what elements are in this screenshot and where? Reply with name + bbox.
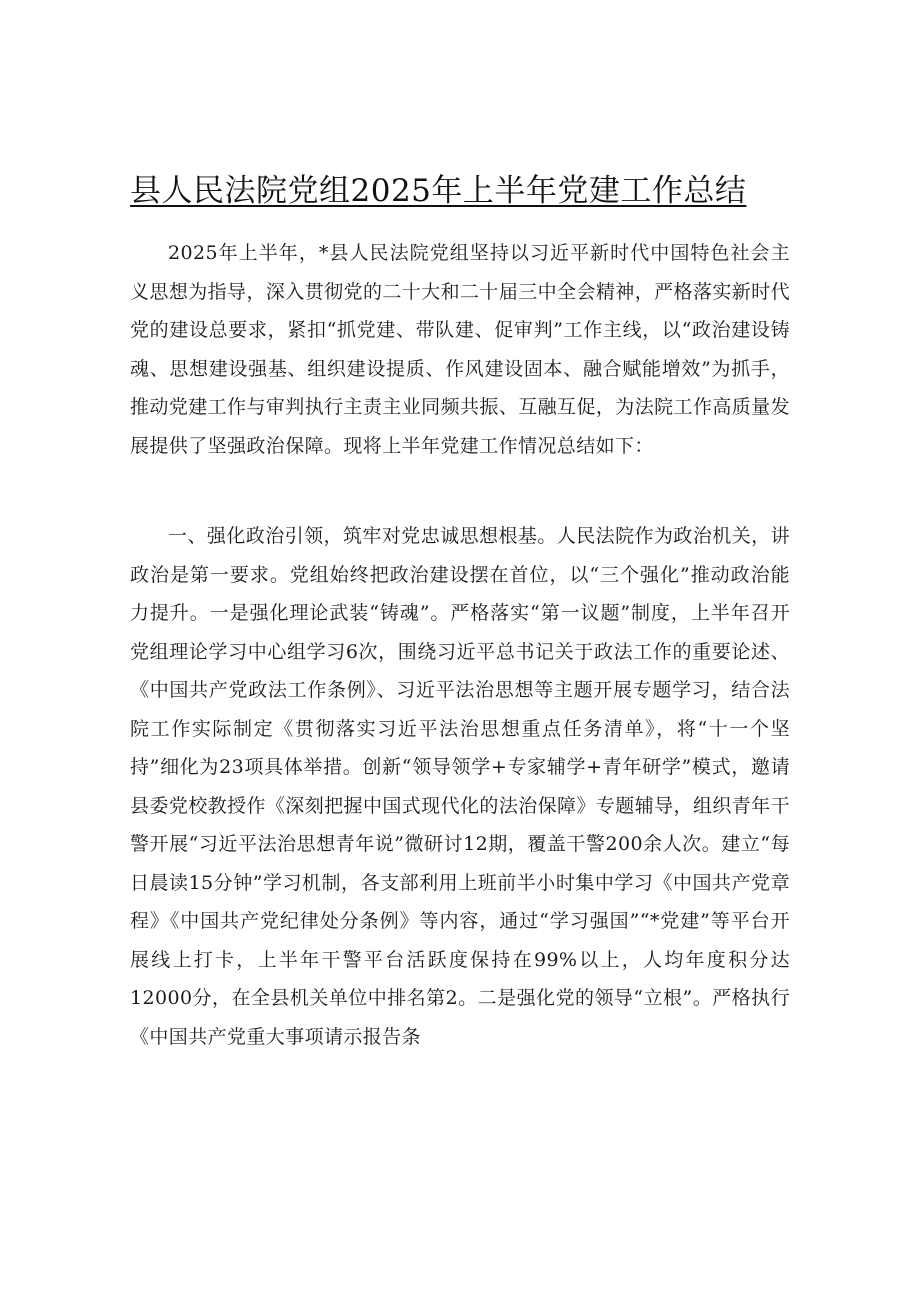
document-title-text: 县人民法院党组2025年上半年党建工作总结 (130, 173, 747, 209)
section-one-paragraph: 一、强化政治引领，筑牢对党忠诚思想根基。人民法院作为政治机关，讲政治是第一要求。党组始终把政治建设摆在首位，以“三个强化”推动政治能力提升。一是强化理论武装“铸魂”。严格落实“第一议题”制度，上半年召开党组理论学习中心组学习6次，围绕习近平总书记关于政法工作的重要论述、《中国共产党政法工作条例》、习近平法治思想等主题开展专题学习，结合法院工作实际制定《贯彻落实习近平法治思想重点任务清单》，将“十一个坚持”细化为23项具体举措。创新“领导领学+专家辅学+青年研学”模式，邀请县委党校教授作《深刻把握中国式现代化的法治保障》专题辅导，组织青年干警开展“习近平法治思想青年说”微研讨12期，覆盖干警200余人次。建立“每日晨读15分钟”学习机制，各支部利用上班前半小时集中学习《中国共产党章程》《中国共产党纪律处分条例》等内容，通过“学习强国”“*党建”等平台开展线上打卡，上半年干警平台活跃度保持在99%以上，人均年度积分达12000分，在全县机关单位中排名第2。二是强化党的领导“立根”。严格执行《中国共产党重大事项请示报告条 (130, 525, 790, 1048)
document-title (130, 166, 810, 216)
intro-paragraph: 2025年上半年，*县人民法院党组坚持以习近平新时代中国特色社会主义思想为指导，深入贯彻党的二十大和二十届三中全会精神，严格落实新时代党的建设总要求，紧扣“抓党建、带队建、促审判”工作主线，以“政治建设铸魂、思想建设强基、组织建设提质、作风建设固本、融合赋能增效”为抓手，推动党建工作与审判执行主责主业同频共振、互融互促，为法院工作高质量发展提供了坚强政治保障。现将上半年党建工作情况总结如下： (130, 242, 790, 457)
